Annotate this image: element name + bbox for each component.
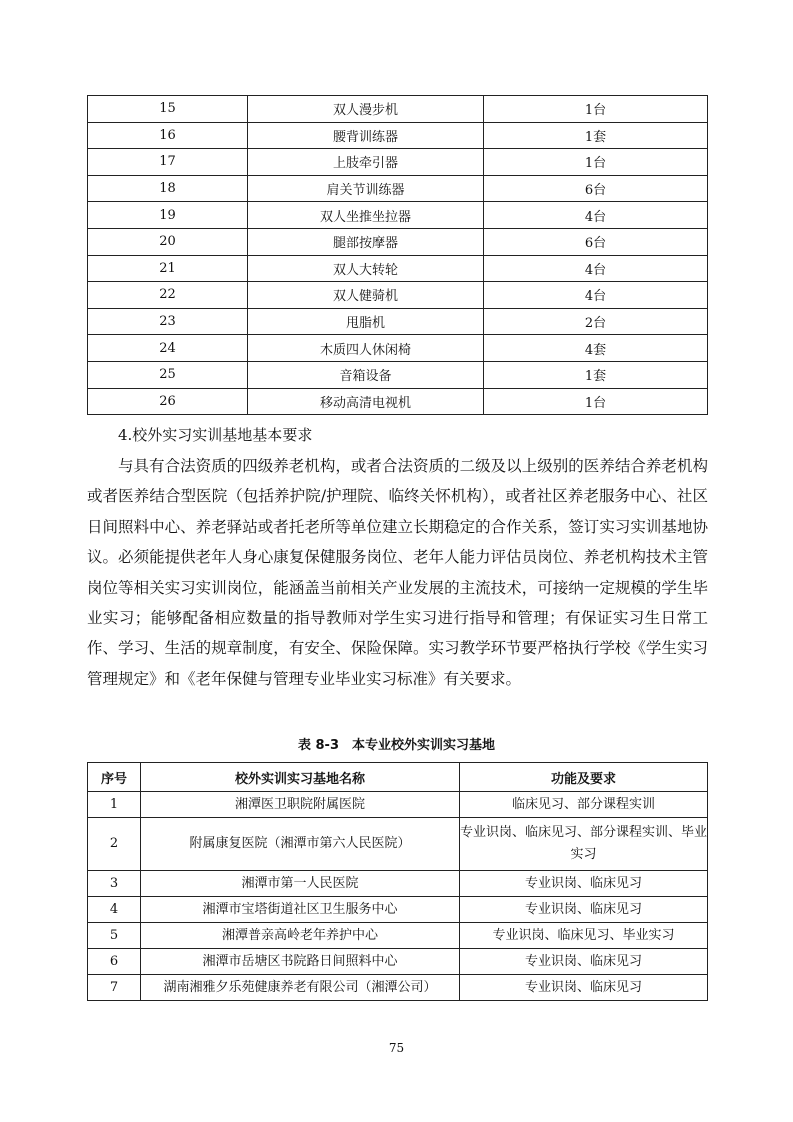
- cell-function: 专业识岗、临床见习、部分课程实训、毕业实习: [460, 818, 708, 871]
- cell-quantity: 4台: [484, 255, 708, 282]
- cell-quantity: 6台: [484, 175, 708, 202]
- cell-no: 21: [88, 255, 248, 282]
- body-paragraph: 与具有合法资质的四级养老机构，或者合法资质的二级及以上级别的医养结合养老机构或者医养结合型医院（包括养护院/护理院、临终关怀机构），或者社区养老服务中心、社区日间照料中心、养老驿站或者托老所等单位建立长期稳定的合作关系，签订实习实训基地协议。必须能提供老年人身心康复保健服务岗位、老年人能力评估员岗位、养老机构技术主管岗位等相关实习实训岗位，能涵盖当前相关产业发展的主流技术，可接纳一定规模的学生毕业实习；能够配备相应数量的指导教师对学生实习进行指导和管理；有保证实习生日常工作、学习、生活的规章制度，有安全、保险保障。实习教学环节要严格执行学校《学生实习管理规定》和《老年保健与管理专业毕业实习标准》有关要求。: [87, 457, 708, 688]
- training-base-table: [87, 762, 708, 1001]
- cell-no: 6: [88, 949, 141, 975]
- cell-quantity: 6台: [484, 228, 708, 255]
- table-row: [88, 228, 708, 255]
- cell-no: 7: [88, 975, 141, 1001]
- cell-equipment-name: 双人坐推坐拉器: [248, 202, 484, 229]
- table-row: [88, 149, 708, 176]
- cell-equipment-name: 上肢牵引器: [248, 149, 484, 176]
- table-row: [88, 975, 708, 1001]
- cell-base-name: 湘潭普亲高岭老年养护中心: [141, 923, 460, 949]
- cell-base-name: 湘潭医卫职院附属医院: [141, 792, 460, 818]
- cell-function: 临床见习、部分课程实训: [460, 792, 708, 818]
- cell-quantity: 1套: [484, 122, 708, 149]
- cell-quantity: 1台: [484, 96, 708, 123]
- table-row: [88, 871, 708, 897]
- cell-function: 专业识岗、临床见习: [460, 949, 708, 975]
- table-row: [88, 949, 708, 975]
- table-row: [88, 335, 708, 362]
- cell-no: 26: [88, 388, 248, 415]
- cell-function: 专业识岗、临床见习: [460, 871, 708, 897]
- table-row: [88, 122, 708, 149]
- table-row: [88, 388, 708, 415]
- cell-equipment-name: 音箱设备: [248, 361, 484, 388]
- cell-quantity: 1套: [484, 361, 708, 388]
- table-row: [88, 96, 708, 123]
- table-row: [88, 897, 708, 923]
- cell-no: 5: [88, 923, 141, 949]
- table-row: [88, 792, 708, 818]
- cell-no: 22: [88, 282, 248, 309]
- cell-no: 4: [88, 897, 141, 923]
- cell-no: 19: [88, 202, 248, 229]
- table-row: [88, 818, 708, 871]
- cell-no: 2: [88, 818, 141, 871]
- header-no: 序号: [88, 763, 141, 792]
- table-row: [88, 202, 708, 229]
- cell-equipment-name: 双人大转轮: [248, 255, 484, 282]
- equipment-table: [87, 95, 708, 415]
- cell-quantity: 1台: [484, 388, 708, 415]
- table-row: [88, 255, 708, 282]
- table-row: [88, 282, 708, 309]
- cell-function: 专业识岗、临床见习、毕业实习: [460, 923, 708, 949]
- cell-no: 25: [88, 361, 248, 388]
- cell-equipment-name: 甩脂机: [248, 308, 484, 335]
- cell-base-name: 附属康复医院（湘潭市第六人民医院）: [141, 818, 460, 871]
- cell-quantity: 4台: [484, 282, 708, 309]
- table-row: [88, 308, 708, 335]
- cell-no: 18: [88, 175, 248, 202]
- cell-no: 15: [88, 96, 248, 123]
- table-row: [88, 361, 708, 388]
- cell-equipment-name: 腰背训练器: [248, 122, 484, 149]
- cell-equipment-name: 双人漫步机: [248, 96, 484, 123]
- page-number: 75: [388, 1041, 405, 1055]
- cell-no: 16: [88, 122, 248, 149]
- table-row: [88, 175, 708, 202]
- header-name: 校外实训实习基地名称: [141, 763, 460, 792]
- table-header-row: [88, 763, 708, 792]
- cell-function: 专业识岗、临床见习: [460, 897, 708, 923]
- cell-no: 24: [88, 335, 248, 362]
- equipment-table-body: [88, 96, 708, 415]
- cell-base-name: 湘潭市第一人民医院: [141, 871, 460, 897]
- cell-no: 23: [88, 308, 248, 335]
- cell-quantity: 4套: [484, 335, 708, 362]
- training-base-table-body: [88, 792, 708, 1001]
- table-row: [88, 923, 708, 949]
- cell-base-name: 湘潭市宝塔街道社区卫生服务中心: [141, 897, 460, 923]
- section-heading: 4.校外实习实训基地基本要求: [118, 426, 313, 444]
- cell-equipment-name: 腿部按摩器: [248, 228, 484, 255]
- cell-no: 17: [88, 149, 248, 176]
- cell-equipment-name: 肩关节训练器: [248, 175, 484, 202]
- cell-equipment-name: 双人健骑机: [248, 282, 484, 309]
- cell-function: 专业识岗、临床见习: [460, 975, 708, 1001]
- cell-base-name: 湖南湘雅夕乐苑健康养老有限公司（湘潭公司）: [141, 975, 460, 1001]
- cell-base-name: 湘潭市岳塘区书院路日间照料中心: [141, 949, 460, 975]
- cell-quantity: 1台: [484, 149, 708, 176]
- cell-no: 20: [88, 228, 248, 255]
- cell-equipment-name: 移动高清电视机: [248, 388, 484, 415]
- cell-quantity: 4台: [484, 202, 708, 229]
- cell-equipment-name: 木质四人休闲椅: [248, 335, 484, 362]
- cell-no: 3: [88, 871, 141, 897]
- cell-no: 1: [88, 792, 141, 818]
- table-caption: 表 8-3 本专业校外实训实习基地: [297, 738, 495, 753]
- cell-quantity: 2台: [484, 308, 708, 335]
- header-func: 功能及要求: [460, 763, 708, 792]
